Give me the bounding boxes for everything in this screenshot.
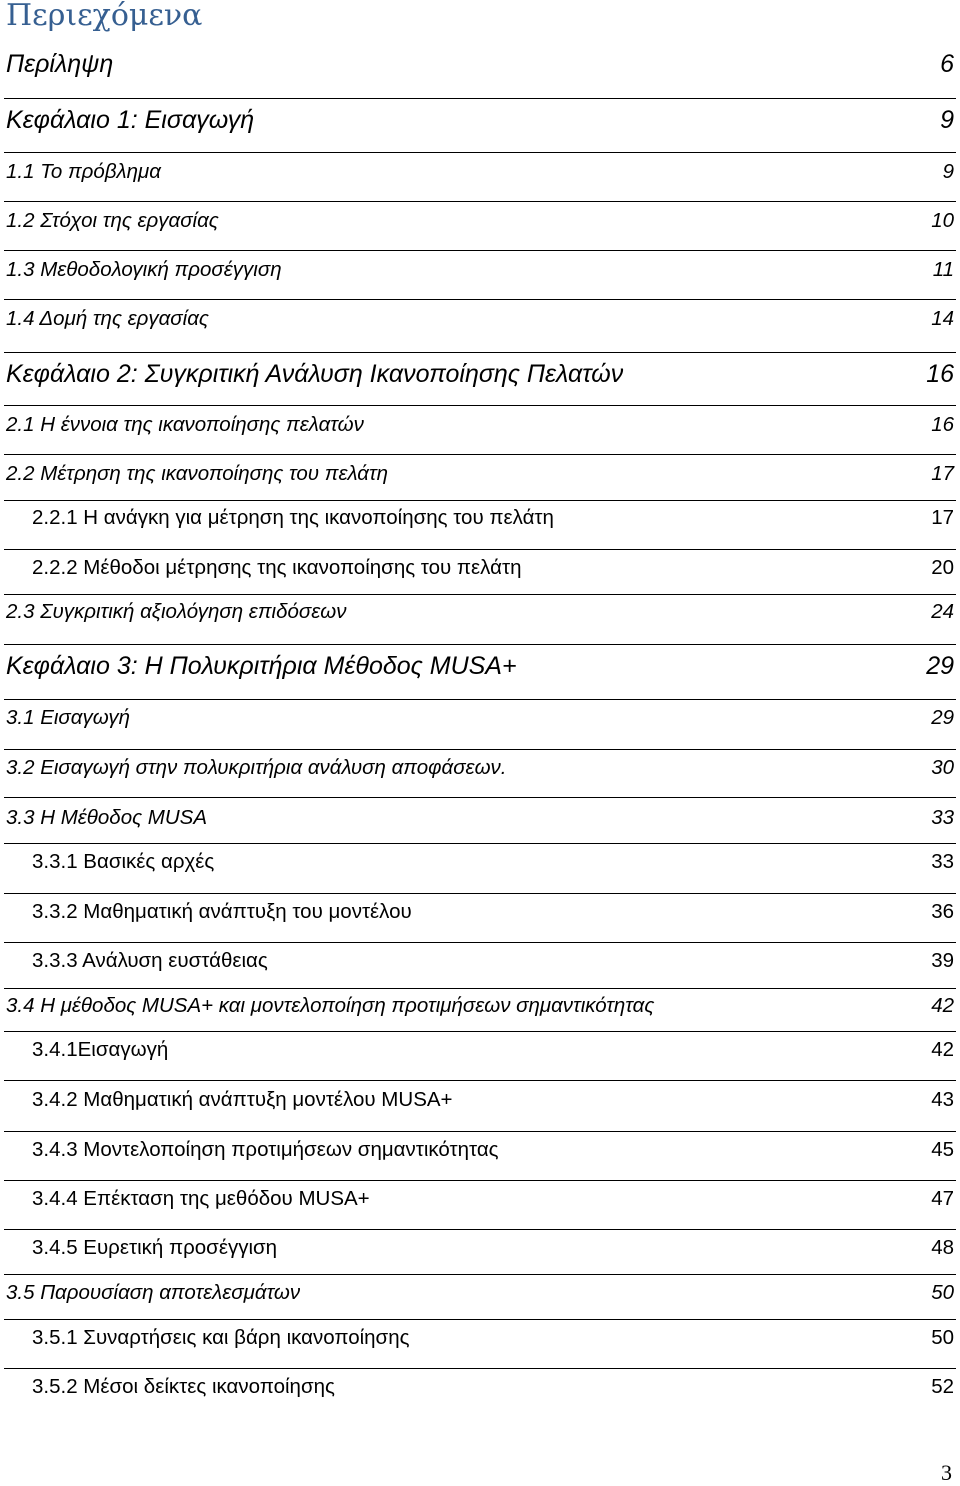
toc-divider <box>4 201 956 202</box>
toc-divider <box>4 644 956 645</box>
toc-entry-label: 2.2.1 Η ανάγκη για μέτρηση της ικανοποίησης του πελάτη <box>32 506 554 529</box>
toc-entry-page: 11 <box>932 258 954 281</box>
toc-divider <box>4 893 956 894</box>
toc-entry-page: 43 <box>931 1088 954 1111</box>
toc-divider <box>4 405 956 406</box>
toc-entry[interactable] <box>6 706 954 730</box>
toc-entry-page: 14 <box>931 307 954 330</box>
toc-entry-page: 39 <box>931 949 954 972</box>
toc-entry-page: 36 <box>931 900 954 923</box>
toc-entry-label: 3.4.5 Ευρετική προσέγγιση <box>32 1236 278 1259</box>
toc-entry[interactable] <box>32 1138 954 1162</box>
toc-divider <box>4 988 956 989</box>
toc-entry-label: 1.4 Δομή της εργασίας <box>6 307 209 330</box>
toc-entry-page: 42 <box>931 994 954 1017</box>
toc-entry[interactable] <box>6 307 954 331</box>
toc-entry[interactable] <box>6 1281 954 1305</box>
toc-entry-label: Κεφάλαιο 1: Εισαγωγή <box>6 106 255 134</box>
toc-entry-label: 3.3.3 Ανάλυση ευστάθειας <box>32 949 268 972</box>
toc-divider <box>4 500 956 501</box>
toc-entry-page: 42 <box>931 1038 954 1061</box>
toc-entry[interactable] <box>32 1038 954 1062</box>
toc-entry-label: 3.4.3 Μοντελοποίηση προτιμήσεων σημαντικότητας <box>32 1138 499 1161</box>
toc-entry-page: 17 <box>931 506 954 529</box>
toc-entry-label: 2.3 Συγκριτική αξιολόγηση επιδόσεων <box>6 600 347 623</box>
toc-divider <box>4 749 956 750</box>
toc-entry-page: 33 <box>931 850 954 873</box>
toc-divider <box>4 1274 956 1275</box>
toc-entry[interactable] <box>32 850 954 874</box>
toc-entry-label: 3.5.2 Μέσοι δείκτες ικανοποίησης <box>32 1375 335 1398</box>
toc-entry-page: 17 <box>931 462 954 485</box>
toc-entry-label: 2.1 Η έννοια της ικανοποίησης πελατών <box>6 413 364 436</box>
toc-entry[interactable] <box>32 556 954 580</box>
toc-divider <box>4 299 956 300</box>
toc-entry-page: 30 <box>931 756 954 779</box>
toc-entry-label: 3.4.2 Μαθηματική ανάπτυξη μοντέλου MUSA+ <box>32 1088 453 1111</box>
footer-page-number: 3 <box>941 1460 952 1485</box>
toc-divider <box>4 1131 956 1132</box>
toc-entry-label: 3.3.2 Μαθηματική ανάπτυξη του μοντέλου <box>32 900 412 923</box>
toc-entry[interactable] <box>6 756 954 780</box>
toc-entry-page: 50 <box>931 1326 954 1349</box>
toc-entry[interactable] <box>6 160 954 184</box>
toc-divider <box>4 1180 956 1181</box>
toc-entry-label: 2.2.2 Μέθοδοι μέτρησης της ικανοποίησης του πελάτη <box>32 556 522 579</box>
toc-divider <box>4 942 956 943</box>
toc-entry[interactable] <box>32 1375 954 1399</box>
toc-entry-label: 3.4.4 Επέκταση της μεθόδου MUSA+ <box>32 1187 370 1210</box>
toc-entry[interactable] <box>32 900 954 924</box>
toc-entry-page: 50 <box>931 1281 954 1304</box>
toc-entry-label: Περίληψη <box>6 50 114 78</box>
toc-entry-page: 24 <box>931 600 954 623</box>
toc-entry-label: 2.2 Μέτρηση της ικανοποίησης του πελάτη <box>6 462 389 485</box>
toc-entry[interactable] <box>6 652 954 681</box>
toc-divider <box>4 1229 956 1230</box>
toc-divider <box>4 152 956 153</box>
toc-entry[interactable] <box>6 360 954 389</box>
toc-entry-label: 1.1 Το πρόβλημα <box>6 160 161 183</box>
toc-entry-page: 16 <box>926 360 954 388</box>
toc-entry[interactable] <box>32 1187 954 1211</box>
toc-entry-page: 45 <box>931 1138 954 1161</box>
toc-entry[interactable] <box>6 994 954 1018</box>
toc-entry[interactable] <box>32 1236 954 1260</box>
toc-divider <box>4 797 956 798</box>
toc-divider <box>4 843 956 844</box>
toc-entry-page: 48 <box>931 1236 954 1259</box>
toc-entry-label: 1.2 Στόχοι της εργασίας <box>6 209 219 232</box>
toc-entry[interactable] <box>6 806 954 830</box>
toc-divider <box>4 699 956 700</box>
toc-divider <box>4 1031 956 1032</box>
toc-entry-page: 9 <box>940 106 954 134</box>
toc-entry-label: 3.4.1Εισαγωγή <box>32 1038 169 1061</box>
toc-entry-label: 1.3 Μεθοδολογική προσέγγιση <box>6 258 282 281</box>
toc-divider <box>4 98 956 99</box>
toc-entry[interactable] <box>6 209 954 233</box>
toc-entry-page: 6 <box>940 50 954 78</box>
toc-entry[interactable] <box>6 258 954 282</box>
toc-entry[interactable] <box>6 413 954 437</box>
toc-entry-label: 3.3 Η Μέθοδος MUSA <box>6 806 207 829</box>
toc-divider <box>4 250 956 251</box>
toc-entry-label: 3.5.1 Συναρτήσεις και βάρη ικανοποίησης <box>32 1326 410 1349</box>
toc-entry-label: 3.2 Εισαγωγή στην πολυκριτήρια ανάλυση αποφάσεων. <box>6 756 507 779</box>
toc-entry-page: 16 <box>931 413 954 436</box>
toc-entry-label: 3.1 Εισαγωγή <box>6 706 130 729</box>
toc-entry-label: 3.3.1 Βασικές αρχές <box>32 850 215 873</box>
toc-divider <box>4 1368 956 1369</box>
toc-divider <box>4 454 956 455</box>
toc-divider <box>4 549 956 550</box>
toc-entry-page: 52 <box>931 1375 954 1398</box>
toc-entry[interactable] <box>6 106 954 135</box>
toc-entry-page: 33 <box>931 806 954 829</box>
toc-entry-label: 3.5 Παρουσίαση αποτελεσμάτων <box>6 1281 301 1304</box>
toc-entry[interactable] <box>6 50 954 79</box>
toc-entry-page: 10 <box>931 209 954 232</box>
toc-heading: Περιεχόμενα <box>6 0 203 33</box>
toc-entry-label: 3.4 Η μέθοδος MUSA+ και μοντελοποίηση προτιμήσεων σημαντικότητας <box>6 994 655 1017</box>
toc-entry-page: 47 <box>931 1187 954 1210</box>
toc-entry-page: 9 <box>942 160 954 183</box>
toc-entry-label: Κεφάλαιο 2: Συγκριτική Ανάλυση Ικανοποίησης Πελατών <box>6 360 624 388</box>
toc-entry-page: 29 <box>926 652 954 680</box>
toc-divider <box>4 1080 956 1081</box>
toc-entry-page: 20 <box>931 556 954 579</box>
toc-divider <box>4 594 956 595</box>
toc-entry[interactable] <box>6 462 954 486</box>
toc-entry-page: 29 <box>931 706 954 729</box>
toc-entry[interactable] <box>32 506 954 530</box>
toc-entry[interactable] <box>32 1326 954 1350</box>
toc-divider <box>4 352 956 353</box>
toc-entry[interactable] <box>32 949 954 973</box>
toc-divider <box>4 1319 956 1320</box>
toc-entry-label: Κεφάλαιο 3: Η Πολυκριτήρια Μέθοδος MUSA+ <box>6 652 517 680</box>
toc-entry[interactable] <box>6 600 954 624</box>
toc-entry[interactable] <box>32 1088 954 1112</box>
